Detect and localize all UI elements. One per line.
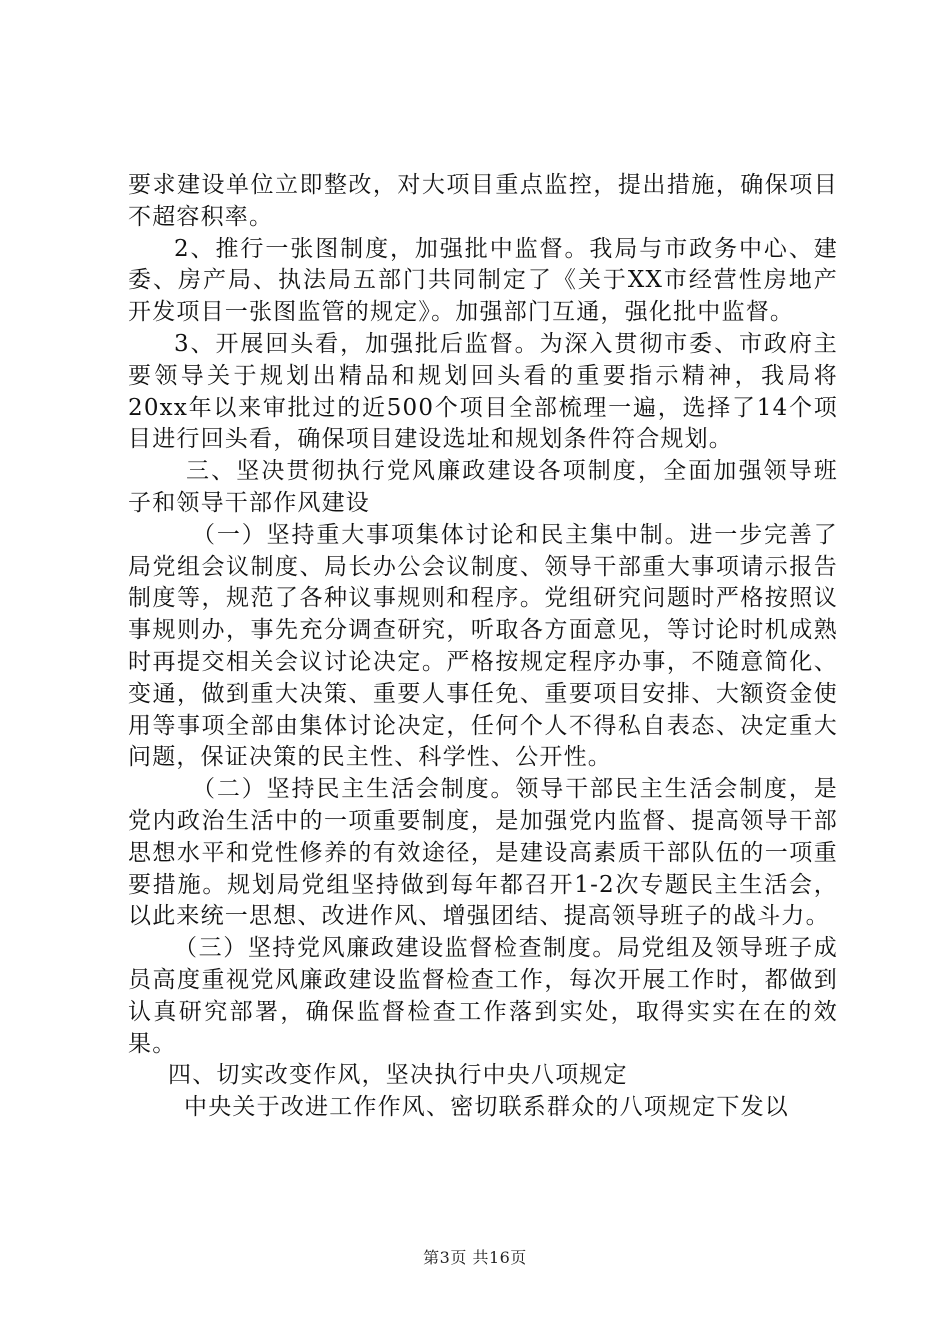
- paragraph-section-4-start: 中央关于改进工作作风、密切联系群众的八项规定下发以: [184, 1094, 789, 1121]
- paragraph-subsection-1: （一）坚持重大事项集体讨论和民主集中制。进一步完善了局党组会议制度、局长办公会议制度、领导干部重大事项请示报告制度等，规范了各种议事规则和程序。党组研究问题时严格按照议事规则办，事先充分调查研究，听取各方面意见，等讨论时机成熟时再提交相关会议讨论决定。严格按规定程序办事，不随意简化、变通，做到重大决策、重要人事任免、重要项目安排、大额资金使用等事项全部由集体讨论决定，任何个人不得私自表态、决定重大问题，保证决策的民主性、科学性、公开性。: [128, 521, 838, 771]
- paragraph-item-3: 3、开展回头看，加强批后监督。为深入贯彻市委、市政府主要领导关于规划出精品和规划回头看的重要指示精神，我局将20xx年以来审批过的近500个项目全部梳理一遍，选择了14个项目进行回头看，确保项目建设选址和规划条件符合规划。: [128, 330, 838, 453]
- page-number-footer: 第3页 共16页: [423, 1248, 527, 1267]
- paragraph-subsection-2: （二）坚持民主生活会制度。领导干部民主生活会制度，是党内政治生活中的一项重要制度，是加强党内监督、提高领导干部思想水平和党性修养的有效途径，是建设高素质干部队伍的一项重要措施。规划局党组坚持做到每年都召开1-2次专题民主生活会，以此来统一思想、改进作风、增强团结、提高领导班子的战斗力。: [128, 776, 838, 930]
- paragraph-subsection-3: （三）坚持党风廉政建设监督检查制度。局党组及领导班子成员高度重视党风廉政建设监督检查工作，每次开展工作时，都做到认真研究部署，确保监督检查工作落到实处，取得实实在在的效果。: [128, 935, 838, 1057]
- section-heading-3: 三、坚决贯彻执行党风廉政建设各项制度，全面加强领导班子和领导干部作风建设: [128, 458, 838, 516]
- section-heading-4: 四、切实改变作风，坚决执行中央八项规定: [168, 1062, 628, 1089]
- paragraph-item-2: 2、推行一张图制度，加强批中监督。我局与市政务中心、建委、房产局、执法局五部门共同制定了《关于XX市经营性房地产开发项目一张图监管的规定》。加强部门互通，强化批中监督。: [128, 235, 838, 326]
- document-body: [128, 170, 838, 1124]
- paragraph-continuation: 要求建设单位立即整改，对大项目重点监控，提出措施，确保项目不超容积率。: [128, 172, 838, 230]
